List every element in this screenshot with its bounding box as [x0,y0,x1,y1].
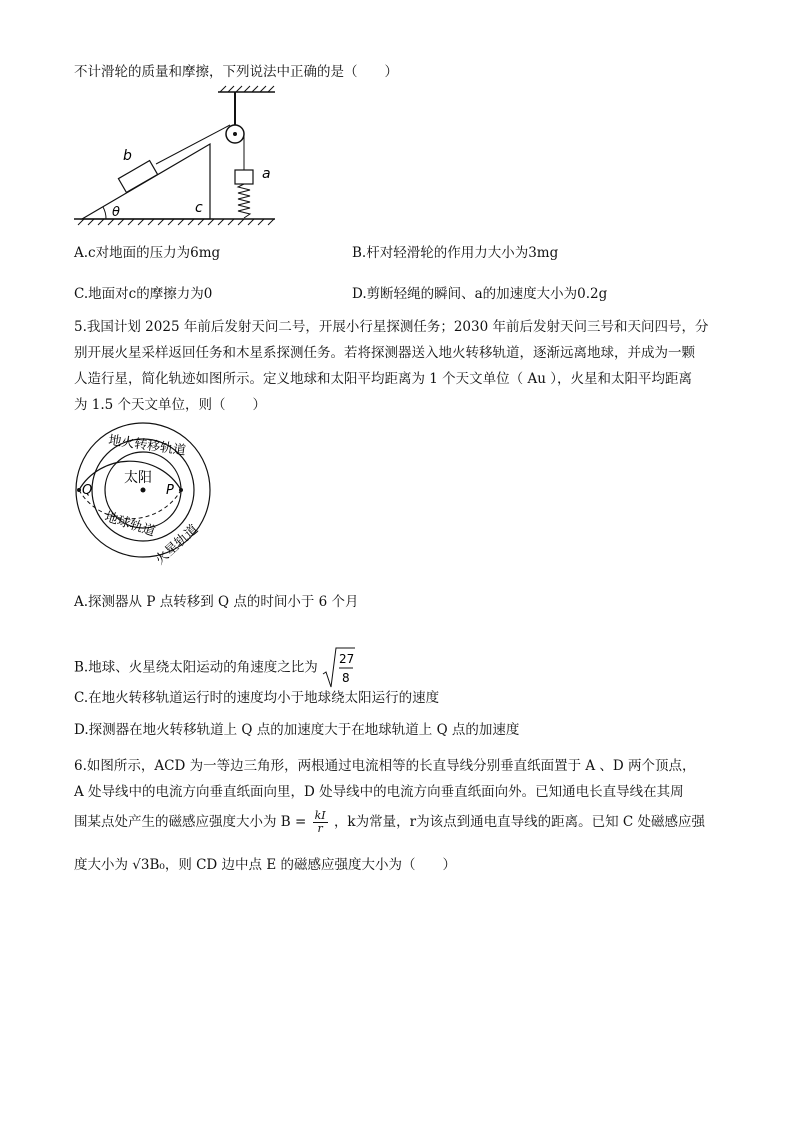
formula-fraction [313,810,328,835]
q4-option-c: C.地面对c的摩擦力为0 [74,286,213,302]
q5-orbit-figure [70,420,220,570]
q5-option-c: C.在地火转移轨道运行时的速度均小于地球绕太阳运行的速度 [74,690,440,706]
q5-option-d: D.探测器在地火转移轨道上 Q 点的加速度大于在地球轨道上 Q 点的加速度 [74,722,520,738]
q5-option-a: A.探测器从 P 点转移到 Q 点的时间小于 6 个月 [74,594,359,610]
q6-stem-line2: A 处导线中的电流方向垂直纸面向里，D 处导线中的电流方向垂直纸面向外。已知通电长直导线在其周 [74,784,684,800]
q6-stem-line3 [74,806,705,838]
q4-option-b: B.杆对轻滑轮的作用力大小为3mg [352,245,559,261]
q6-stem-line4: 度大小为 √3B₀，则 CD 边中点 E 的磁感应强度大小为（ ） [74,857,456,873]
earth-orbit-label: 地球轨道 [102,509,157,540]
q5-option-b-prefix: B.地球、火星绕太阳运动的角速度之比为 [74,659,318,676]
formula-denominator: r [317,822,323,835]
mars-orbit-label: 火星轨道 [152,522,202,568]
sqrt-fraction [322,646,356,690]
point-q-label: Q [82,483,93,498]
q4-option-d: D.剪断轻绳的瞬间、a的加速度大小为0.2g [352,286,608,302]
q4-option-a: A.c对地面的压力为6mg [74,245,221,261]
sun-label: 太阳 [124,470,152,486]
q6-stem-line1: 6.如图所示，ACD 为一等边三角形，两根通过电流相等的长直导线分别垂直纸面置于 A 、D 两个顶点， [74,758,696,774]
formula-numerator: kI [314,809,326,822]
block-b-label: b [123,148,132,164]
theta-label: θ [112,205,120,220]
q4-stem: 不计滑轮的质量和摩擦，下列说法中正确的是（ ） [74,64,398,80]
sqrt-denominator: 8 [342,671,350,685]
q5-stem-line2: 别开展火星采样返回任务和木星系探测任务。若将探测器送入地火转移轨道，逐渐远离地球，并成为一颗 [74,345,695,361]
q4-incline-pulley-figure [70,84,310,229]
point-p-label: P [166,483,174,498]
q6-line3-prefix: 围某点处产生的磁感应强度大小为 B = [74,814,307,830]
q5-stem-line4: 为 1.5 个天文单位，则（ ） [74,397,267,413]
q5-stem-line3: 人造行星，简化轨迹如图所示。定义地球和太阳平均距离为 1 个天文单位（ Au ），火星和太阳平均距离 [74,371,692,387]
q5-option-b [74,646,356,690]
block-a-label: a [262,166,271,182]
incline-c-label: c [195,200,203,216]
sqrt-numerator: 27 [339,652,355,666]
transfer-orbit-label: 地火转移轨道 [107,433,187,459]
q6-line3-suffix: ，k为常量，r为该点到通电直导线的距离。已知 C 处磁感应强 [333,814,705,830]
q5-stem-line1: 5.我国计划 2025 年前后发射天问二号，开展小行星探测任务；2030 年前后发射天问三号和天问四号，分 [74,319,709,335]
